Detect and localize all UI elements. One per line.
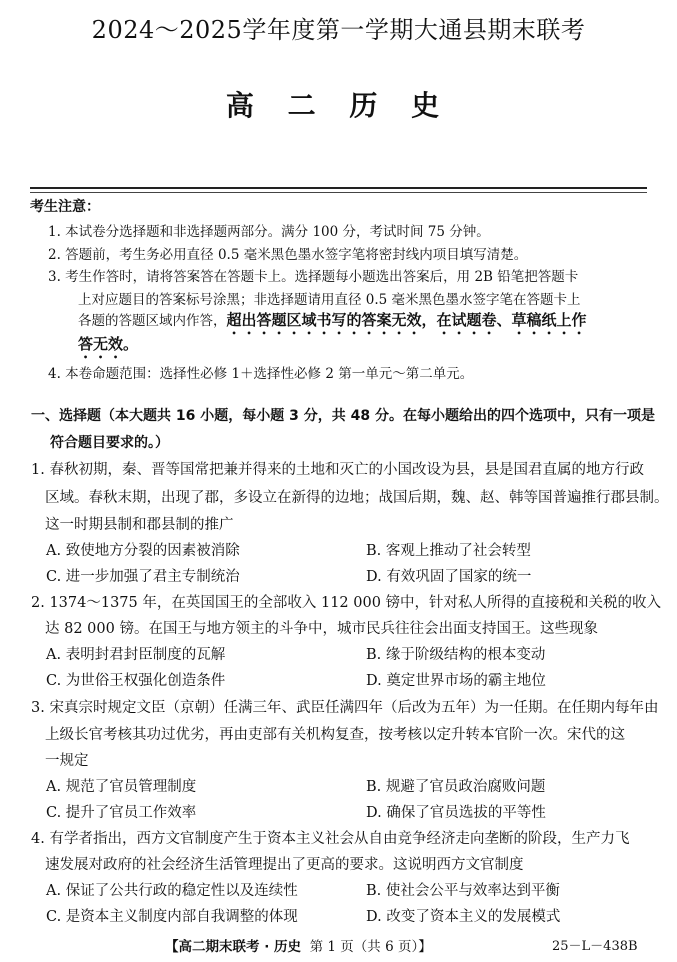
question-3-option-c: C. 提升了官员工作效率 <box>46 805 197 821</box>
question-3-stem-cont: 上级长官考核其功过优劣，再由吏部有关机构复查，按考核以定升转本官阶一次。宋代的这 <box>45 727 625 743</box>
notice-item-4: 4. 本卷命题范围：选择性必修 1＋选择性必修 2 第一单元～第二单元。 <box>48 366 474 382</box>
question-3-option-a: A. 规范了官员管理制度 <box>46 779 197 795</box>
notice-emphasis-text-end: 答无效。 <box>78 335 139 353</box>
subject-title: 高 二 历 史 <box>225 89 452 122</box>
notice-item-2: 2. 答题前，考生务必用直径 0.5 毫米黑色墨水签字笔将密封线内项目填写清楚。 <box>48 247 528 263</box>
notice-item-3: 3. 考生作答时，请将答案答在答题卡上。选择题每小题选出答案后，用 2B 铅笔把答题卡 <box>48 269 579 285</box>
question-1-option-a: A. 致使地方分裂的因素被消除 <box>46 543 240 559</box>
question-2-option-b: B. 缘于阶级结构的根本变动 <box>366 647 546 663</box>
question-4-option-b: B. 使社会公平与效率达到平衡 <box>366 883 560 899</box>
question-4-option-d: D. 改变了资本主义的发展模式 <box>366 909 561 925</box>
notice-heading: 考生注意： <box>30 199 100 215</box>
question-3-stem: 3. 宋真宗时规定文臣（京朝）任满三年、武臣任满四年（后改为五年）为一任期。在任期内每年由 <box>31 700 659 716</box>
question-3-stem-cont: 一规定 <box>45 753 89 769</box>
notice-item-3-cont-1: 上对应题目的答案标号涂黑；非选择题请用直径 0.5 毫米黑色墨水签字笔在答题卡上 <box>78 292 581 308</box>
question-2-stem-cont: 达 82 000 镑。在国王与地方领主的斗争中，城市民兵往往会出面支持国王。这些现象 <box>45 621 598 637</box>
question-1-option-b: B. 客观上推动了社会转型 <box>366 543 531 559</box>
question-1-stem: 1. 春秋初期，秦、晋等国常把兼并得来的土地和灭亡的小国改设为县，县是国君直属的地方行政 <box>31 462 644 478</box>
question-1-stem-cont: 区域。春秋末期，出现了郡，多设立在新得的边地；战国后期，魏、赵、韩等国普遍推行郡县制。 <box>45 490 669 506</box>
footer-exam-name: 【高二期末联考 · 历史 <box>165 939 302 955</box>
page-footer <box>165 935 432 955</box>
question-4-stem-cont: 速发展对政府的社会经济生活管理提出了更高的要求。这说明西方文官制度 <box>45 857 524 873</box>
question-2-option-d: D. 奠定世界市场的霸主地位 <box>366 673 546 689</box>
question-4-stem: 4. 有学者指出，西方文官制度产生于资本主义社会从自由竞争经济走向垄断的阶段，生产力飞 <box>31 831 630 847</box>
question-2-option-c: C. 为世俗王权强化创造条件 <box>46 673 226 689</box>
header-rule-thin <box>30 192 647 193</box>
question-2-stem: 2. 1374～1375 年，在英国国王的全部收入 112 000 镑中，针对私人所得的直接税和关税的收入 <box>31 595 662 611</box>
header-rule-thick <box>30 187 647 189</box>
notice-item-3-cont-3 <box>78 333 138 362</box>
footer-exam-code: 25－L－438B <box>552 939 638 954</box>
footer-page-number: 第 1 页（共 6 页）】 <box>309 939 432 955</box>
question-3-option-b: B. 规避了官员政治腐败问题 <box>366 779 546 795</box>
question-1-stem-cont: 这一时期县制和郡县制的推广 <box>45 517 234 533</box>
notice-emphasis-text: 超出答题区域书写的答案无效，在试题卷、草稿纸上作 <box>226 311 587 329</box>
exam-title: 2024～2025学年度第一学期大通县期末联考 <box>91 16 586 44</box>
question-2-option-a: A. 表明封君封臣制度的瓦解 <box>46 647 226 663</box>
question-1-option-d: D. 有效巩固了国家的统一 <box>366 569 532 585</box>
section-heading: 一、选择题（本大题共 16 小题，每小题 3 分，共 48 分。在每小题给出的四个选项中，只有一项是 <box>31 408 655 424</box>
question-4-option-c: C. 是资本主义制度内部自我调整的体现 <box>46 909 298 925</box>
question-4-option-a: A. 保证了公共行政的稳定性以及连续性 <box>46 883 298 899</box>
question-1-option-c: C. 进一步加强了君主专制统治 <box>46 569 240 585</box>
section-heading-cont: 符合题目要求的。） <box>50 435 169 451</box>
notice-item-3-cont-2 <box>78 309 587 338</box>
notice-item-1: 1. 本试卷分选择题和非选择题两部分。满分 100 分，考试时间 75 分钟。 <box>48 224 490 240</box>
question-3-option-d: D. 确保了官员选拔的平等性 <box>366 805 546 821</box>
notice-item-3-text: 各题的答题区域内作答， <box>78 313 227 329</box>
